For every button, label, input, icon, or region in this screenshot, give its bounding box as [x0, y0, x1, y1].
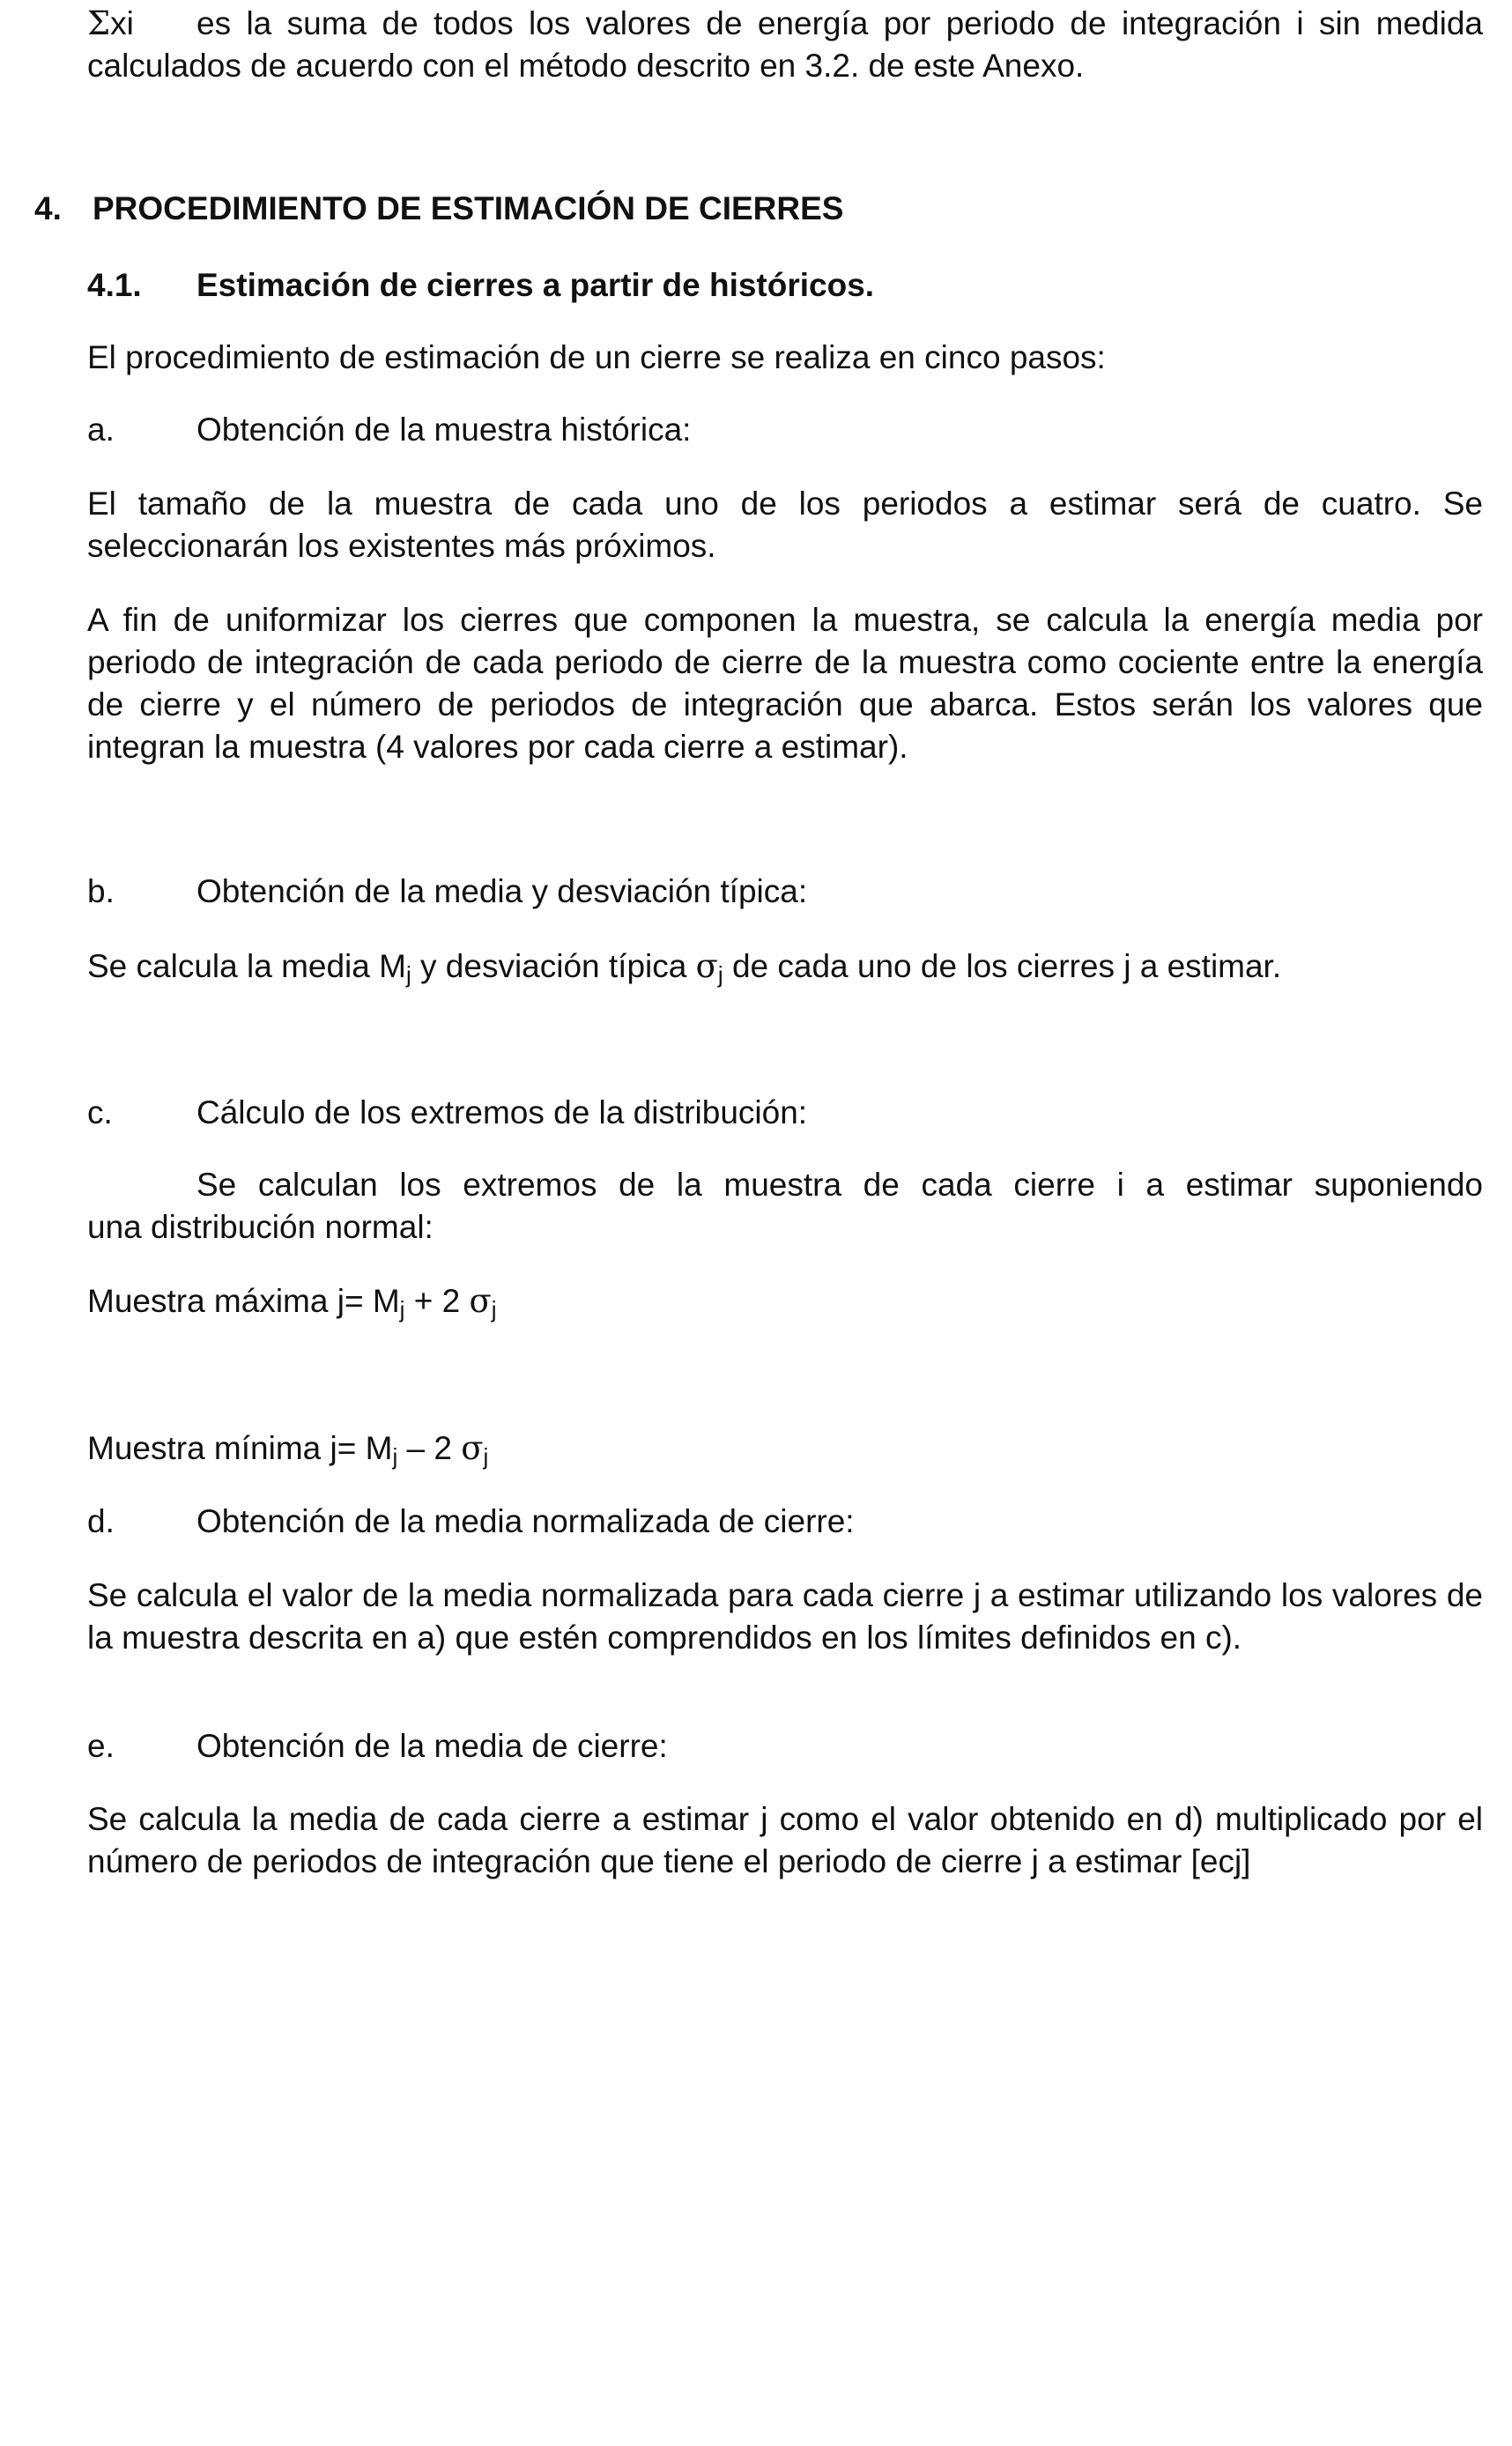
step-e-label: e. [87, 1728, 115, 1764]
step-a-paragraph-1: El tamaño de la muestra de cada uno de los periodos a estimar será de cuatro. Se seleccionarán los existentes más próximos. [87, 485, 1483, 564]
step-d-heading [87, 1501, 1483, 1543]
step-d-paragraph: Se calcula el valor de la media normalizada para cada cierre j a estimar utilizando los valores de la muestra descrita en a) que estén comprendidos en los límites definidos en c). [87, 1577, 1483, 1656]
sigma-symbol: σ [695, 947, 718, 985]
step-a-heading [87, 409, 1483, 451]
max-sample-formula: Muestra máxima $j= M_j + 2$ σj [87, 1282, 497, 1323]
sum-term: Σxi [87, 4, 134, 42]
mean-subscript: j [405, 961, 411, 988]
step-c-heading [87, 1092, 1483, 1134]
step-c-paragraph-line-1: Se calculan los extremos de la muestra de cada cierre i a estimar suponiendo [196, 1167, 1483, 1203]
section-number: 4. [34, 190, 62, 226]
step-d-title: Obtención de la media normalizada de cierre: [196, 1503, 855, 1539]
intro-paragraph: El procedimiento de estimación de un cierre se realiza en cinco pasos: [87, 339, 1106, 375]
sum-definition [87, 3, 1483, 87]
section-title: PROCEDIMIENTO DE ESTIMACIÓN DE CIERRES [93, 190, 844, 226]
min-sample-formula: Muestra mínima $j= M_j - 2$ σj [87, 1429, 489, 1470]
sigma-subscript: j [717, 961, 723, 988]
step-b-label: b. [87, 873, 115, 909]
subsection-heading [87, 264, 1483, 307]
step-e-heading [87, 1725, 1483, 1768]
section-heading [34, 188, 1479, 230]
step-a-paragraph-2: A fin de uniformizar los cierres que componen la muestra, se calcula la energía media por periodo de integración de cada periodo de cierre de la muestra como cociente entre la energía de cierre y el número de periodos de integración que abarca. Estos serán los valores que integran la muestra (4 valores por cada cierre a estimar). [87, 602, 1483, 765]
sigma-symbol: σ [461, 1429, 484, 1467]
step-e-title: Obtención de la media de cierre: [196, 1728, 668, 1764]
step-c-label: c. [87, 1094, 113, 1130]
step-b-heading [87, 871, 1483, 913]
sigma-sum-symbol: Σ [87, 4, 111, 42]
sum-definition-text: es la suma de todos los valores de energía por periodo de integración i sin medida calculados de acuerdo con el método descrito en 3.2. de este Anexo. [87, 5, 1483, 84]
step-d-label: d. [87, 1503, 115, 1539]
step-e-paragraph: Se calcula la media de cada cierre a estimar j como el valor obtenido en d) multiplicado por el número de periodos de integración que tiene el periodo de cierre j a estimar [ecj] [87, 1801, 1483, 1879]
step-b-title: Obtención de la media y desviación típica: [196, 873, 808, 909]
step-a-title: Obtención de la muestra histórica: [196, 411, 692, 448]
sigma-symbol: σ [469, 1282, 492, 1320]
step-c-paragraph-line-2: una distribución normal: [87, 1209, 434, 1245]
subsection-title: Estimación de cierres a partir de históricos. [196, 267, 875, 303]
step-c-title: Cálculo de los extremos de la distribución: [196, 1094, 808, 1130]
subsection-number: 4.1. [87, 267, 142, 303]
step-b-paragraph: Se calcula la media $M_j$ y desviación típica σj de cada uno de los cierres j a estimar. [87, 947, 1282, 988]
step-a-label: a. [87, 411, 115, 448]
